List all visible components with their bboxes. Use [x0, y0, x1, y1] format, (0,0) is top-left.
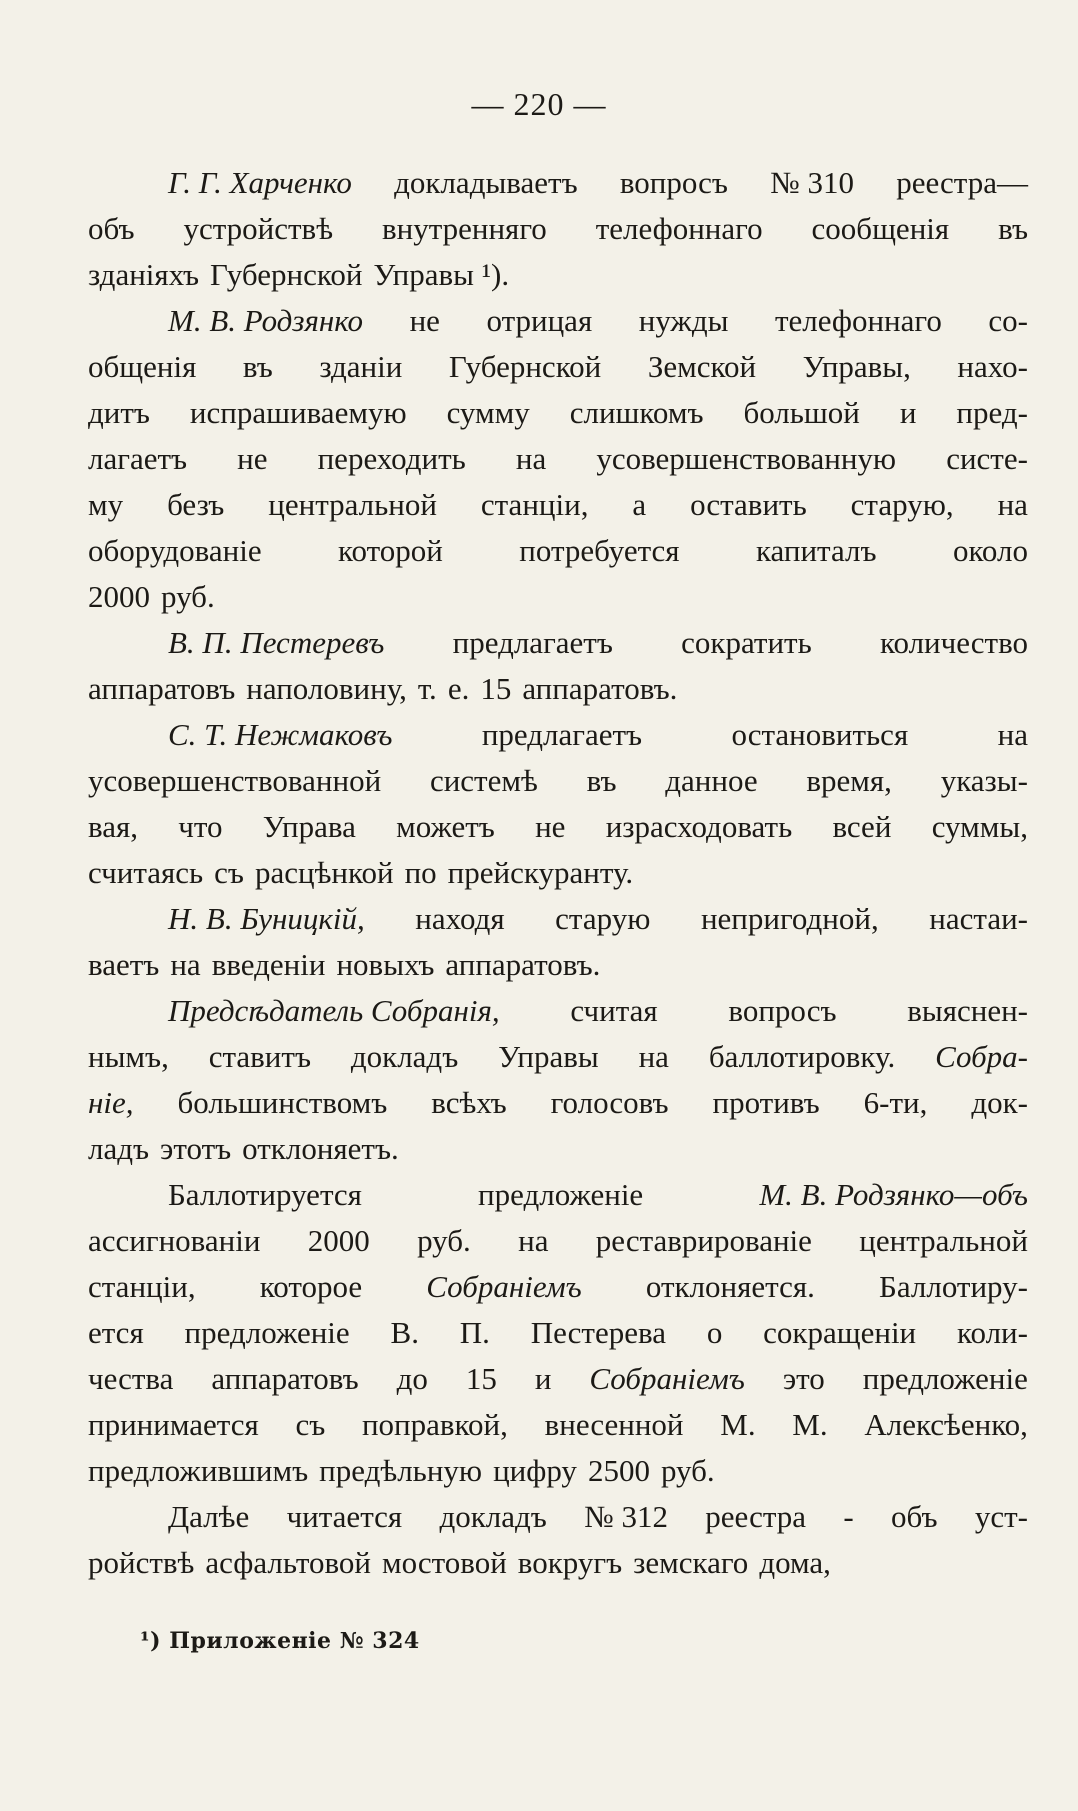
text-line: [88, 390, 1028, 436]
word: Губернской: [210, 257, 363, 292]
word: Управы ¹).: [373, 257, 510, 292]
text-line: [88, 252, 1028, 298]
word: всѣхъ: [431, 1085, 507, 1120]
text-line: [88, 988, 1028, 1034]
word: указы-: [940, 763, 1028, 798]
word: вокругъ: [517, 1545, 623, 1580]
word: зданіяхъ: [88, 257, 200, 292]
word: усовершенствованную: [596, 441, 897, 476]
word: ется: [88, 1315, 144, 1350]
word: докладъ: [350, 1039, 459, 1074]
text-line: [88, 436, 1028, 482]
word: реставрированіе: [595, 1223, 812, 1258]
footnote: ¹) Приложеніе № 324: [140, 1628, 420, 1654]
paragraph: [88, 712, 1028, 896]
word: № 312: [584, 1499, 668, 1534]
word: въ: [998, 211, 1028, 246]
word: о: [706, 1315, 723, 1350]
text-line: [88, 1494, 1028, 1540]
word: Собраніемъ: [426, 1269, 582, 1304]
word: мостовой: [381, 1545, 507, 1580]
word: сократить: [681, 625, 812, 660]
text-line: [88, 344, 1028, 390]
paragraph: [88, 160, 1028, 298]
word: асфальтовой: [205, 1545, 371, 1580]
word: сообщенія: [811, 211, 950, 246]
word: ставитъ: [208, 1039, 311, 1074]
word: и: [534, 1361, 552, 1396]
word: сумму: [446, 395, 530, 430]
word: на: [518, 1223, 549, 1258]
text-line: [88, 482, 1028, 528]
word: телефоннаго: [595, 211, 763, 246]
text-line: [88, 298, 1028, 344]
word: 2500: [587, 1453, 650, 1488]
word: остановиться: [731, 717, 909, 752]
text-line: [88, 942, 1028, 988]
word: предложеніе: [478, 1177, 644, 1212]
word: ассигнованіи: [88, 1223, 261, 1258]
word: ваетъ: [88, 947, 160, 982]
word: предложеніе: [862, 1361, 1028, 1396]
word: докладываетъ: [394, 165, 578, 200]
word: баллотировку.: [708, 1039, 896, 1074]
text-line: [88, 1218, 1028, 1264]
word: дитъ: [88, 395, 150, 430]
word: Земской: [647, 349, 757, 384]
text-line: [88, 206, 1028, 252]
paragraph: [88, 896, 1028, 988]
word: прейскуранту.: [447, 855, 634, 890]
word: данное: [665, 763, 758, 798]
word: новыхъ: [336, 947, 435, 982]
word: со-: [988, 303, 1028, 338]
word: предложившимъ: [88, 1453, 309, 1488]
text-line: [88, 160, 1028, 206]
word: на: [997, 717, 1028, 752]
word: потребуется: [519, 533, 680, 568]
word: можетъ: [396, 809, 495, 844]
word: аппаратовъ.: [522, 671, 678, 706]
word: предлагаетъ: [481, 717, 643, 752]
word: Баллотиру-: [879, 1269, 1028, 1304]
word: цифру: [493, 1453, 577, 1488]
word: капиталъ: [755, 533, 877, 568]
word: отклоняетъ.: [242, 1131, 399, 1166]
text-line: [88, 666, 1028, 712]
word: а: [632, 487, 647, 522]
word: этотъ: [160, 1131, 232, 1166]
word: объ: [890, 1499, 938, 1534]
word: Предсѣдатель Собранія,: [168, 993, 500, 1028]
word: устройствѣ: [183, 211, 334, 246]
word: П.: [459, 1315, 490, 1350]
word: переходить: [317, 441, 466, 476]
word: введеніи: [211, 947, 326, 982]
word: 6-ти,: [863, 1085, 928, 1120]
word: докладъ: [439, 1499, 547, 1534]
paragraph: [88, 620, 1028, 712]
word: уст-: [974, 1499, 1028, 1534]
word: усовершенствованной: [88, 763, 382, 798]
word: испрашиваемую: [189, 395, 407, 430]
word: непригодной,: [700, 901, 879, 936]
word: которое: [259, 1269, 363, 1304]
text-line: [88, 758, 1028, 804]
word: предѣльную: [319, 1453, 483, 1488]
word: станціи,: [480, 487, 589, 522]
paragraph: [88, 988, 1028, 1172]
word: оставить: [690, 487, 807, 522]
word: и: [899, 395, 917, 430]
word: голосовъ: [550, 1085, 669, 1120]
word: телефоннаго: [774, 303, 942, 338]
word: С. Т. Нежмаковъ: [168, 717, 393, 752]
word: на: [515, 441, 547, 476]
text-line: [88, 1402, 1028, 1448]
text-line: [88, 1034, 1028, 1080]
word: слишкомъ: [569, 395, 704, 430]
word: нахо-: [957, 349, 1028, 384]
text-line: [88, 712, 1028, 758]
word: руб.: [660, 1453, 715, 1488]
text-line: [88, 804, 1028, 850]
word: поправкой,: [361, 1407, 508, 1442]
word: старую,: [850, 487, 954, 522]
word: наполовину,: [246, 671, 407, 706]
word: на: [170, 947, 201, 982]
word: предлагаетъ: [452, 625, 613, 660]
word: № 310: [770, 165, 854, 200]
word: вая,: [88, 809, 138, 844]
word: центральной: [268, 487, 437, 522]
word: безъ: [167, 487, 225, 522]
word: зданіи: [319, 349, 403, 384]
word: объ: [88, 211, 135, 246]
word: оборудованіе: [88, 533, 262, 568]
word: считаясь: [88, 855, 204, 890]
word: ніе,: [88, 1085, 134, 1120]
word: нужды: [638, 303, 729, 338]
word: 15: [465, 1361, 497, 1396]
word: не: [535, 809, 566, 844]
word: на: [638, 1039, 669, 1074]
word: аппаратовъ: [88, 671, 236, 706]
text-line: [88, 1172, 1028, 1218]
word: Н. В. Буницкій,: [168, 901, 365, 936]
word: дома,: [759, 1545, 831, 1580]
word: Управы,: [802, 349, 911, 384]
text-line: [88, 1310, 1028, 1356]
word: которой: [338, 533, 443, 568]
word: читается: [286, 1499, 403, 1534]
word: М.: [720, 1407, 756, 1442]
word: ладъ: [88, 1131, 150, 1166]
word: чества: [88, 1361, 174, 1396]
word: Управа: [262, 809, 356, 844]
paragraph: [88, 1494, 1028, 1586]
word: док-: [971, 1085, 1028, 1120]
word: около: [952, 533, 1028, 568]
word: В.: [390, 1315, 419, 1350]
word: В. П. Пестеревъ: [168, 625, 385, 660]
word: общенія: [88, 349, 197, 384]
word: центральной: [859, 1223, 1028, 1258]
word: земскаго: [633, 1545, 749, 1580]
text-line: [88, 1356, 1028, 1402]
word: Г. Г. Харченко: [168, 165, 352, 200]
word: не: [409, 303, 440, 338]
paragraph: [88, 1172, 1028, 1494]
word: 2000: [307, 1223, 370, 1258]
word: му: [88, 487, 124, 522]
word: нымъ,: [88, 1039, 169, 1074]
word: всей: [832, 809, 892, 844]
word: Баллотируется: [168, 1177, 362, 1212]
word: внутренняго: [381, 211, 547, 246]
word: вопросъ: [728, 993, 837, 1028]
word: въ: [586, 763, 617, 798]
word: коли-: [956, 1315, 1028, 1350]
word: считая: [570, 993, 658, 1028]
word: реестра: [705, 1499, 807, 1534]
text-line: [88, 574, 1028, 620]
word: М. В. Родзянко: [168, 303, 364, 338]
word: Алексѣенко,: [864, 1407, 1028, 1442]
word: Собра-: [935, 1039, 1028, 1074]
word: это: [782, 1361, 825, 1396]
word: систе-: [946, 441, 1028, 476]
word: на: [997, 487, 1028, 522]
word: аппаратовъ.: [445, 947, 601, 982]
word: выяснен-: [907, 993, 1028, 1028]
word: е.: [447, 671, 470, 706]
text-line: [88, 1080, 1028, 1126]
word: Далѣе: [168, 1499, 250, 1534]
word: Пестерева: [530, 1315, 666, 1350]
word: большинствомъ: [177, 1085, 388, 1120]
word: ройствѣ: [88, 1545, 195, 1580]
word: находя: [415, 901, 505, 936]
word: съ: [214, 855, 244, 890]
word: Собраніемъ: [589, 1361, 745, 1396]
word: внесенной: [544, 1407, 684, 1442]
word: станціи,: [88, 1269, 196, 1304]
word: отрицая: [486, 303, 593, 338]
word: сокращеніи: [763, 1315, 917, 1350]
word: настаи-: [929, 901, 1028, 936]
word: старую: [555, 901, 651, 936]
word: противъ: [712, 1085, 820, 1120]
text-line: [88, 1540, 1028, 1586]
text-line: [88, 850, 1028, 896]
word: предложеніе: [184, 1315, 350, 1350]
word: большой: [743, 395, 860, 430]
word: что: [178, 809, 223, 844]
word: по: [404, 855, 437, 890]
body-text: [88, 160, 1028, 1586]
word: т.: [417, 671, 437, 706]
text-line: [88, 620, 1028, 666]
word: не: [237, 441, 268, 476]
text-line: [88, 1448, 1028, 1494]
word: въ: [242, 349, 273, 384]
word: 2000: [88, 579, 150, 614]
text-line: [88, 896, 1028, 942]
word: аппаратовъ: [211, 1361, 359, 1396]
word: расцѣнкой: [254, 855, 394, 890]
text-line: [88, 1264, 1028, 1310]
word: время,: [806, 763, 892, 798]
word: израсходовать: [605, 809, 793, 844]
word: реестра—: [896, 165, 1028, 200]
paragraph: [88, 298, 1028, 620]
page-number: — 220 —: [471, 86, 607, 122]
word: пред-: [956, 395, 1028, 430]
word: Губернской: [448, 349, 602, 384]
word: руб.: [417, 1223, 471, 1258]
word: руб.: [161, 579, 215, 614]
word: съ: [295, 1407, 326, 1442]
word: Управы: [498, 1039, 599, 1074]
word: суммы,: [931, 809, 1028, 844]
word: принимается: [88, 1407, 259, 1442]
word: вопросъ: [619, 165, 728, 200]
word: количество: [880, 625, 1028, 660]
word: лагаетъ: [88, 441, 188, 476]
word: до: [396, 1361, 428, 1396]
word: отклоняется.: [645, 1269, 815, 1304]
text-line: [88, 528, 1028, 574]
word: 15: [480, 671, 512, 706]
word: М. В. Родзянко—объ: [759, 1177, 1028, 1212]
word: -: [843, 1499, 854, 1534]
word: системѣ: [429, 763, 538, 798]
text-line: [88, 1126, 1028, 1172]
word: М.: [792, 1407, 828, 1442]
